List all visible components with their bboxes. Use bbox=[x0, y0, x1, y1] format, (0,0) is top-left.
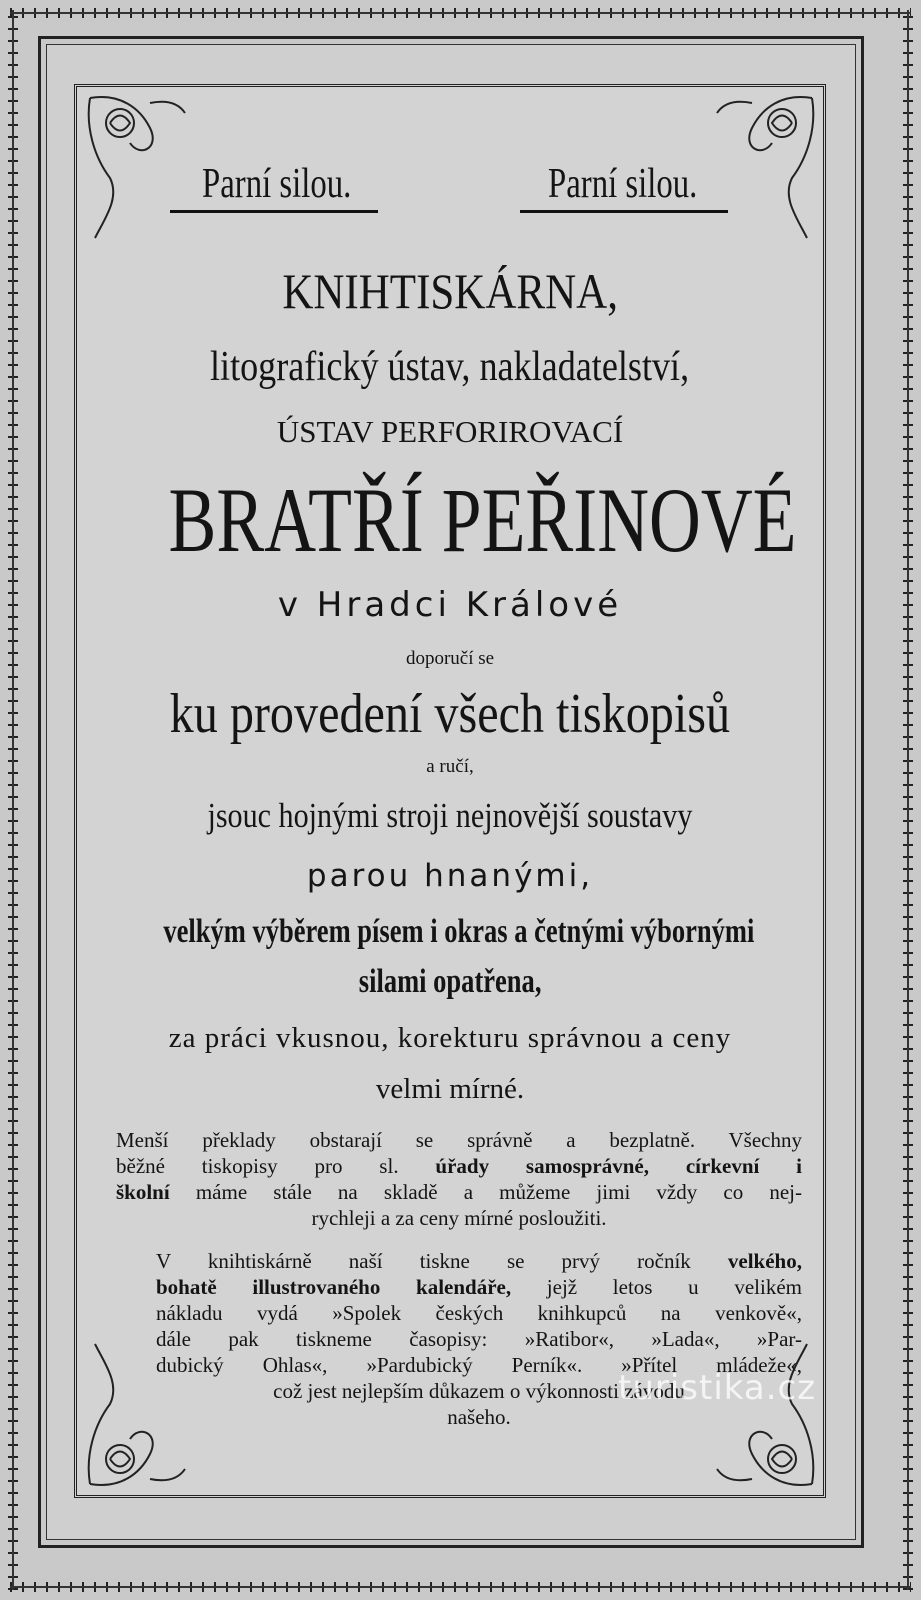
para1-bold-text: školní bbox=[116, 1180, 170, 1204]
body-line bbox=[80, 796, 820, 836]
para2-line: nákladu vydá »Spolek českých knihkupců na venkově«, bbox=[156, 1301, 802, 1325]
company-name-text: BRATŘÍ PEŘINOVÉ bbox=[168, 469, 797, 571]
service-text: ku provedení všech tiskopisů bbox=[169, 683, 731, 745]
ornamental-border-left bbox=[8, 10, 18, 1590]
body-line: za práci vkusnou, korekturu správnou a ceny bbox=[168, 1022, 732, 1054]
header-left-text: Parní silou. bbox=[202, 161, 352, 207]
company-name bbox=[80, 470, 820, 570]
ornamental-border-right bbox=[903, 10, 913, 1590]
header-right-underline bbox=[520, 210, 728, 213]
location: v Hradci Králové bbox=[277, 585, 623, 625]
body-line: parou hnanými, bbox=[306, 858, 594, 894]
body-line-text: velkým výběrem písem i okras a četnými výbornými bbox=[163, 913, 755, 950]
para1-line bbox=[116, 1127, 802, 1153]
service bbox=[80, 682, 820, 746]
header-left bbox=[172, 160, 382, 208]
para1-text: Menší překlady obstarají se správně a bezplatně. Všechny bbox=[116, 1128, 802, 1152]
para2-line bbox=[156, 1248, 802, 1274]
para1-line bbox=[116, 1153, 802, 1179]
guarantees: a ručí, bbox=[426, 756, 474, 777]
header-right bbox=[518, 160, 728, 208]
para1-text: běžné tiskopisy pro sl. bbox=[116, 1154, 436, 1178]
para2-bold-text: bohatě illustrovaného kalendáře, bbox=[156, 1275, 512, 1299]
para1-text: máme stále na skladě a můžeme jimi vždy co nej- bbox=[169, 1180, 802, 1204]
para2-line: našeho. bbox=[447, 1405, 511, 1429]
header-right-text: Parní silou. bbox=[548, 161, 698, 207]
body-line-text: jsouc hojnými stroji nejnovější soustavy bbox=[207, 796, 693, 835]
para2-line bbox=[156, 1274, 802, 1300]
subtitle2: ÚSTAV PERFORIROVACÍ bbox=[276, 414, 624, 449]
ornamental-border-bottom bbox=[10, 1582, 911, 1592]
para2-text: jejž letos u velikém bbox=[511, 1275, 802, 1299]
subtitle bbox=[80, 343, 820, 391]
recommends: doporučí se bbox=[405, 648, 495, 669]
para2-line: což jest nejlepším důkazem o výkonnosti závodu bbox=[273, 1379, 685, 1403]
para2-line: dále pak tiskneme časopisy: »Ratibor«, »Lada«, »Par- bbox=[156, 1327, 802, 1351]
watermark: turistika.cz bbox=[618, 1368, 817, 1408]
title-text: KNIHTISKÁRNA, bbox=[282, 263, 618, 319]
para2-bold-text: velkého, bbox=[727, 1249, 802, 1273]
title bbox=[80, 262, 820, 320]
body-line-text: silami opatřena, bbox=[358, 963, 542, 1000]
para1-line bbox=[116, 1179, 802, 1205]
ornamental-border-top bbox=[10, 8, 911, 18]
body-line bbox=[80, 913, 820, 951]
para1-bold-text: úřady samosprávné, církevní i bbox=[435, 1154, 803, 1178]
subtitle-text: litografický ústav, nakladatelství, bbox=[210, 344, 690, 390]
para1-line: rychleji a za ceny mírné posloužiti. bbox=[311, 1206, 607, 1230]
body-line: velmi mírné. bbox=[375, 1073, 525, 1105]
header-left-underline bbox=[170, 210, 378, 213]
para2-text: V knihtiskárně naší tiskne se prvý ročník bbox=[156, 1249, 728, 1273]
corner-ornament-top-right-icon bbox=[712, 88, 822, 248]
body-line bbox=[80, 963, 820, 1001]
para2-line: dubický Ohlas«, »Pardubický Perník«. »Přítel mládeže«, bbox=[156, 1353, 802, 1377]
